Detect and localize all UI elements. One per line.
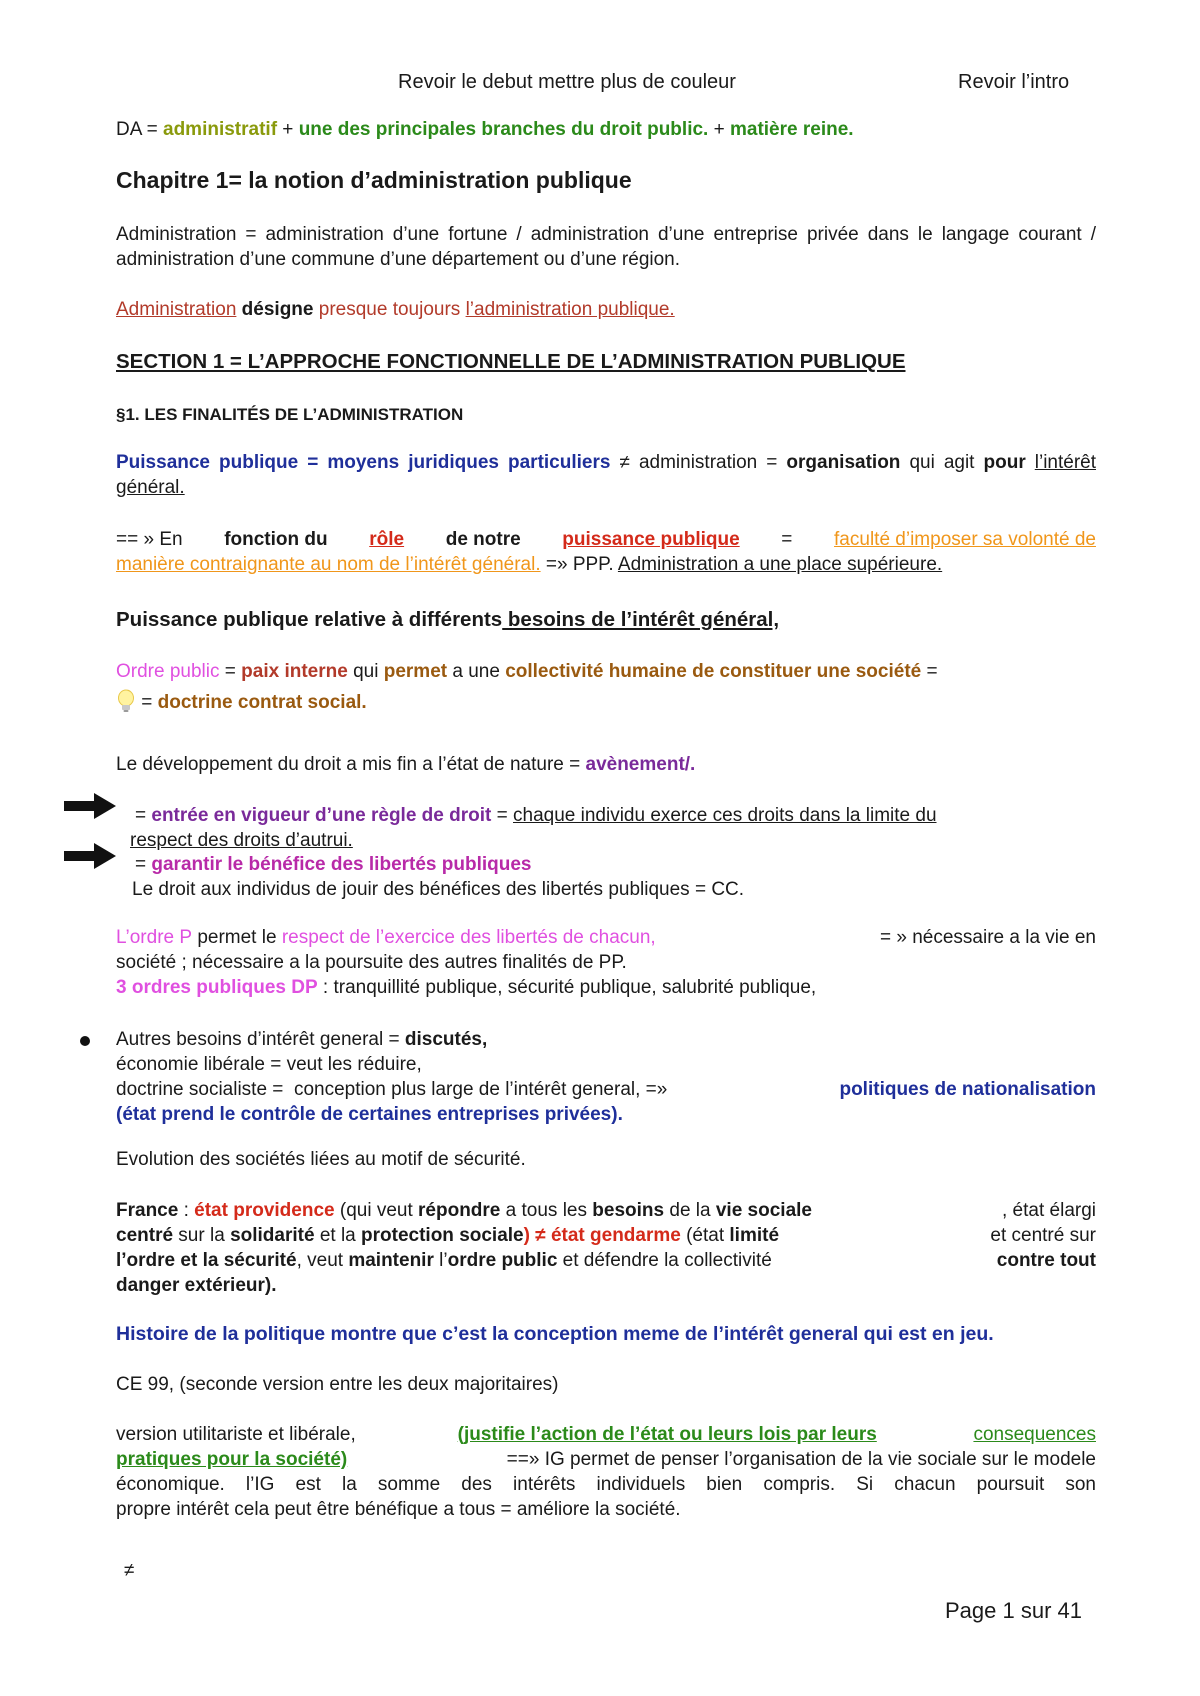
- limite: limité: [729, 1225, 780, 1246]
- ordre-public-term: Ordre public: [116, 661, 220, 682]
- france-line-2: [116, 1223, 1096, 1248]
- arrow-right-icon: [64, 842, 118, 870]
- presque-toujours: presque toujours: [318, 299, 466, 320]
- ordre-qui: qui: [347, 661, 384, 682]
- intro-line: [116, 117, 1096, 142]
- arrow2-line-1: [135, 852, 1101, 877]
- ce99-line: CE 99, (seconde version entre les deux majoritaires): [116, 1374, 559, 1395]
- repondre: répondre: [418, 1200, 501, 1221]
- respect-droits-autrui: respect des droits d’autrui.: [130, 830, 353, 851]
- ordre-p-line-3: [116, 975, 1096, 1000]
- veut: , veut: [296, 1250, 349, 1271]
- besoins-heading: [116, 607, 1096, 632]
- avenement: avènement/.: [585, 754, 696, 775]
- pp-interet-general: l’intérêt général.: [116, 452, 1097, 498]
- droit-aux-individus: Le droit aux individus de jouir des bénéfices des libertés publiques = CC.: [132, 879, 745, 900]
- version-line-1: [116, 1422, 1096, 1447]
- intro-matiere: matière reine.: [729, 119, 854, 140]
- maintenir: maintenir: [348, 1250, 434, 1271]
- et-la: et la: [314, 1225, 362, 1246]
- ordre-p-societe: société ; nécessaire a la poursuite des autres finalités de PP.: [116, 952, 627, 973]
- collectivite-humaine: collectivité humaine de constituer une société: [505, 661, 922, 682]
- discutes: discutés,: [404, 1029, 488, 1050]
- bullet-icon: [80, 1036, 90, 1046]
- intro-administratif: administratif: [163, 119, 278, 140]
- politiques-nationalisation: politiques de nationalisation: [839, 1079, 1096, 1100]
- france-term: France: [116, 1200, 179, 1221]
- etat-gendarme: état gendarme: [550, 1225, 681, 1246]
- economie-liberale: économie libérale = veut les réduire,: [116, 1054, 422, 1075]
- developpement-text: Le développement du droit a mis fin a l’état de nature =: [116, 754, 586, 775]
- justifie-action: (justifie l’action de l’état ou leurs lois par leurs: [457, 1424, 877, 1445]
- ordre-public-paragraph: [116, 659, 1096, 715]
- consequences: consequences: [973, 1424, 1096, 1445]
- ordre-eq2: =: [921, 661, 938, 682]
- pp-neq: ≠ administration =: [610, 452, 787, 473]
- arrow1-eq2: =: [491, 805, 513, 826]
- doctrine-contrat-social: doctrine contrat social.: [157, 692, 367, 713]
- ordre-line-2: [116, 689, 1096, 715]
- besoins-a: Puissance publique relative à différents: [116, 608, 503, 631]
- france-line-1: [116, 1198, 1096, 1223]
- page-number: Page 1 sur 41: [945, 1598, 1082, 1623]
- fonction-line-2: [116, 552, 1096, 577]
- ordre-public-bold: ordre public: [447, 1250, 558, 1271]
- version-paragraph: [116, 1422, 1096, 1522]
- fonction-maniere: manière contraignante au nom de l’intérêt général.: [116, 554, 541, 575]
- version-line-2: [116, 1447, 1096, 1472]
- admin-word: Administration: [116, 299, 237, 320]
- pp-pour: pour: [983, 452, 1026, 473]
- intro-plus: +: [708, 119, 730, 140]
- autres-line-1: [116, 1027, 1096, 1052]
- pp-organisation: organisation: [786, 452, 901, 473]
- intro-note: Revoir l’intro: [958, 71, 1070, 93]
- fonction-eq: =: [781, 529, 793, 550]
- autres-besoins: Autres besoins d’intérêt general =: [116, 1029, 405, 1050]
- france-colon: :: [178, 1200, 195, 1221]
- entree-en-vigueur: entrée en vigueur d’une règle de droit: [151, 805, 492, 826]
- fonction-paragraph: [116, 527, 1096, 577]
- solidarite: solidarité: [230, 1225, 315, 1246]
- designe-word: désigne: [236, 299, 319, 320]
- a-tous-les: a tous les: [500, 1200, 593, 1221]
- ig-permet: ==» IG permet de penser l’organisation de la vie sociale sur le modele: [506, 1449, 1096, 1470]
- paix-interne: paix interne: [241, 661, 348, 682]
- ordre-a-une: a une: [447, 661, 506, 682]
- puissance-publique-paragraph: [116, 450, 1096, 500]
- fonction-ppp: =» PPP.: [540, 554, 618, 575]
- etat-providence: état providence: [194, 1200, 335, 1221]
- trois-ordres: 3 ordres publiques DP: [116, 977, 318, 998]
- spacer: [673, 1077, 840, 1102]
- france-line-3: [116, 1248, 1096, 1273]
- subsection-title: §1. LES FINALITÉS DE L’ADMINISTRATION: [116, 405, 464, 424]
- arrow-right-icon: [64, 792, 118, 820]
- danger-exterieur: danger extérieur).: [116, 1275, 277, 1296]
- etat-elargi: , état élargi: [1002, 1200, 1096, 1221]
- ordre-securite: l’ordre et la sécurité: [116, 1250, 297, 1271]
- chapter-title: Chapitre 1= la notion d’administration publique: [116, 167, 632, 193]
- doctrine-socialiste: doctrine socialiste = conception plus large de l’intérêt general, =»: [116, 1079, 673, 1100]
- version-utilitariste: version utilitariste et libérale,: [116, 1424, 361, 1445]
- fonction-faculte: faculté d’imposer sa volonté de: [834, 529, 1096, 550]
- neq-symbol: ≠: [124, 1560, 135, 1581]
- arrow1-paragraph: [130, 803, 1096, 853]
- admin-publique: l’administration publique.: [465, 299, 675, 320]
- developpement-line: [116, 752, 1096, 777]
- fonction-du: fonction du: [224, 529, 328, 550]
- fonction-intro: == » En: [116, 529, 183, 550]
- centre: centré: [116, 1225, 174, 1246]
- histoire-paragraph: Histoire de la politique montre que c’est la conception meme de l’intérêt general qui est en jeu.: [116, 1323, 994, 1345]
- protection-sociale: protection sociale: [361, 1225, 524, 1246]
- besoins: besoins: [592, 1200, 665, 1221]
- pp-qui-agit: qui agit: [900, 452, 984, 473]
- l-apos: l’: [433, 1250, 448, 1271]
- evolution-line: Evolution des sociétés liées au motif de sécurité.: [116, 1149, 526, 1170]
- besoins-b: besoins de l’intérêt général,: [502, 608, 780, 631]
- france-paragraph: [116, 1198, 1096, 1298]
- pp-moyens: Puissance publique = moyens juridiques particuliers: [116, 452, 611, 473]
- ordre-permet: permet: [383, 661, 448, 682]
- etat-paren: (état: [680, 1225, 730, 1246]
- autres-besoins-paragraph: [116, 1027, 1096, 1127]
- revision-note: Revoir le debut mettre plus de couleur: [398, 71, 736, 93]
- arrow2-paragraph: [130, 852, 1096, 902]
- pp-space: [1026, 452, 1035, 473]
- admin-designe: [116, 297, 1096, 322]
- defendre-collectivite: et défendre la collectivité: [557, 1250, 772, 1271]
- ordre-p-paragraph: [116, 925, 1096, 1000]
- arrow1-eq: =: [135, 805, 152, 826]
- ordre-eq3: =: [136, 692, 158, 713]
- centre-sur: et centré sur: [990, 1225, 1096, 1246]
- ordre-p-line-1: [116, 925, 1096, 950]
- arrow2-eq: =: [135, 854, 152, 875]
- intro-da: DA =: [116, 119, 163, 140]
- trois-ordres-list: : tranquillité publique, sécurité publique, salubrité publique,: [317, 977, 817, 998]
- neq-sign: ) ≠: [523, 1225, 551, 1246]
- fonction-puissance: puissance publique: [562, 529, 740, 550]
- garantir-benefice: garantir le bénéfice des libertés publiques: [151, 854, 532, 875]
- arrow1-line-1: [135, 803, 1101, 828]
- ig-somme: économique. l’IG est la somme des intérêts individuels bien compris. Si chacun poursuit son: [116, 1474, 1096, 1495]
- autres-line-3: [116, 1077, 1096, 1102]
- lightbulb-icon: [116, 689, 136, 713]
- respect-exercice: respect de l’exercice des libertés de chacun,: [281, 927, 656, 948]
- sur-la: sur la: [173, 1225, 231, 1246]
- ordre-p-term: L’ordre P: [116, 927, 193, 948]
- fonction-de-notre: de notre: [445, 529, 521, 550]
- pratiques-societe: pratiques pour la société): [116, 1449, 348, 1470]
- spacer: [656, 925, 880, 950]
- intro-branches: une des principales branches du droit public.: [298, 119, 709, 140]
- ordre-eq: =: [219, 661, 242, 682]
- intro-plus: +: [277, 119, 299, 140]
- chaque-individu: chaque individu exerce ces droits dans la limite du: [513, 805, 937, 826]
- de-la: de la: [664, 1200, 716, 1221]
- ordre-p-permet: permet le: [192, 927, 282, 948]
- ordre-p-necessaire: = » nécessaire a la vie en: [880, 927, 1096, 948]
- contre-tout: contre tout: [996, 1250, 1096, 1271]
- qui-veut: (qui veut: [334, 1200, 419, 1221]
- ordre-line-1: [116, 659, 1096, 684]
- fonction-line-1: [116, 527, 1096, 552]
- etat-prend-controle: (état prend le contrôle de certaines entreprises privées).: [116, 1104, 623, 1125]
- fonction-place-superieure: Administration a une place supérieure.: [617, 554, 943, 575]
- fonction-role: rôle: [369, 529, 405, 550]
- vie-sociale: vie sociale: [715, 1200, 812, 1221]
- section-title: SECTION 1 = L’APPROCHE FONCTIONNELLE DE L’ADMINISTRATION PUBLIQUE: [116, 350, 906, 373]
- propre-interet: propre intérêt cela peut être bénéfique a tous = améliore la société.: [116, 1499, 681, 1520]
- admin-definition: Administration = administration d’une fortune / administration d’une entreprise privée dans le langage courant / administration d’une commune d’une département ou d’une région.: [116, 224, 1096, 270]
